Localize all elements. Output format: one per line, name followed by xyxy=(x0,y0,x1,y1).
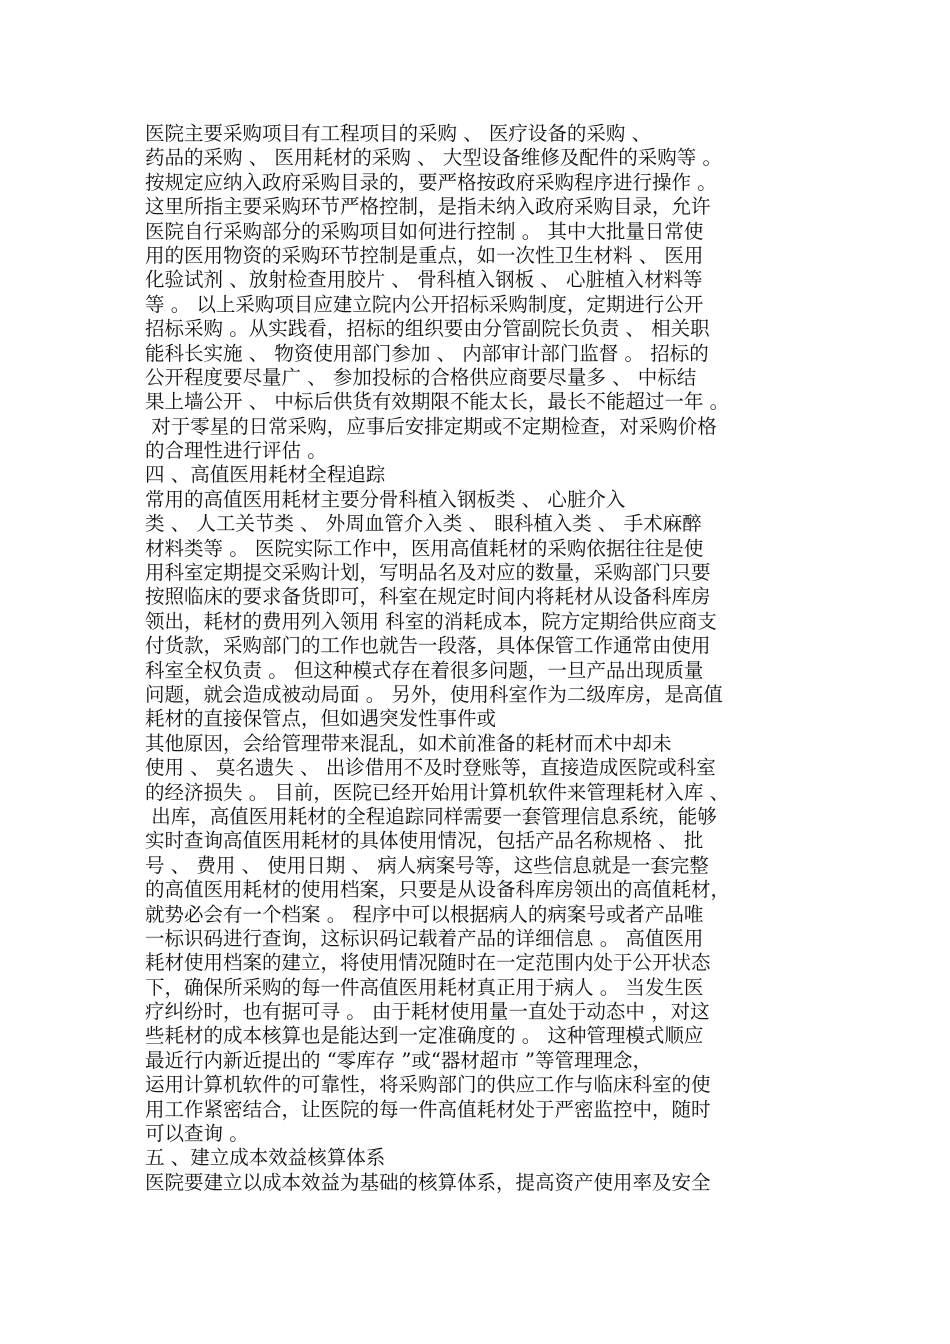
text-line: 用科室定期提交采购计划，写明品名及对应的数量，采购部门只要 xyxy=(145,561,711,585)
text-line: 科室全权负责 。 但这种模式存在着很多问题，一旦产品出现质量 xyxy=(145,658,704,682)
text-line: 化验试剂 、放射检查用胶片 、 骨科植入钢板 、 心脏植入材料等 xyxy=(145,268,703,292)
text-line: 对于零星的日常采购，应事后安排定期或不定期检查，对采购价格 xyxy=(145,414,717,438)
text-line: 招标采购 。从实践看，招标的组织要由分管副院长负责 、 相关职 xyxy=(145,317,710,341)
section-heading-5: 五 、建立成本效益核算体系 xyxy=(145,1146,386,1170)
text-line: 按照临床的要求备货即可，科室在规定时间内将耗材从设备科库房 xyxy=(145,585,711,609)
text-line: 用的医用物资的采购环节控制是重点，如一次性卫生材料 、 医用 xyxy=(145,243,704,267)
text-line: 付货款，采购部门的工作也就告一段落，具体保管工作通常由使用 xyxy=(145,634,711,658)
text-line: 用工作紧密结合，让医院的每一件高值耗材处于严密监控中，随时 xyxy=(145,1097,711,1121)
text-line: 医院主要采购项目有工程项目的采购 、 医疗设备的采购 、 xyxy=(145,122,652,145)
text-line: 疗纠纷时，也有据可寻 。 由于耗材使用量一直处于动态中 ，对这 xyxy=(145,1000,710,1024)
text-line: 果上墙公开 、 中标后供货有效期限不能太长，最长不能超过一年 。 xyxy=(145,390,730,414)
text-line: 常用的高值医用耗材主要分骨科植入钢板类 、 心脏介入 xyxy=(145,487,626,511)
text-line: 可以查询 。 xyxy=(145,1122,249,1146)
text-line: 医院要建立以成本效益为基础的核算体系，提高资产使用率及安全 xyxy=(145,1170,711,1194)
text-line: 号 、 费用 、 使用日期 、 病人病案号等，这些信息就是一套完整 xyxy=(145,853,709,877)
text-line: 问题，就会造成被动局面 。 另外，使用科室作为二级库房，是高值 xyxy=(145,682,723,706)
text-line: 其他原因，会给管理带来混乱，如术前准备的耗材而术中却未 xyxy=(145,731,672,755)
text-line: 医院自行采购部分的采购项目如何进行控制 。 其中大批量日常使 xyxy=(145,219,704,243)
document-body xyxy=(145,122,825,1195)
text-line: 公开程度要尽量广 、 参加投标的合格供应商要尽量多 、 中标结 xyxy=(145,365,697,389)
section-heading-4: 四 、高值医用耗材全程追踪 xyxy=(145,463,386,487)
text-line: 运用计算机软件的可靠性，将采购部门的供应工作与临床科室的使 xyxy=(145,1073,711,1097)
text-line: 些耗材的成本核算也是能达到一定准确度的 。 这种管理模式顺应 xyxy=(145,1024,704,1048)
text-line: 药品的采购 、 医用耗材的采购 、 大型设备维修及配件的采购等 。 xyxy=(145,146,722,170)
text-line: 实时查询高值医用耗材的具体使用情况，包括产品名称规格 、 批 xyxy=(145,829,704,853)
text-line: 就势必会有一个档案 。 程序中可以根据病人的病案号或者产品唯 xyxy=(145,902,704,926)
text-line: 能科长实施 、 物资使用部门参加 、 内部审计部门监督 。 招标的 xyxy=(145,341,709,365)
text-line: 的经济损失 。 目前，医院已经开始用计算机软件来管理耗材入库 、 xyxy=(145,780,730,804)
text-line: 使用 、 莫名遗失 、 出诊借用不及时登账等，直接造成医院或科室 xyxy=(145,756,716,780)
text-line: 的高值医用耗材的使用档案，只要是从设备科库房领出的高值耗材， xyxy=(145,878,731,902)
text-line: 按规定应纳入政府采购目录的，要严格按政府采购程序进行操作 。 xyxy=(145,170,717,194)
text-line: 出库，高值医用耗材的全程追踪同样需要一套管理信息系统，能够 xyxy=(145,804,717,828)
text-line: 耗材使用档案的建立，将使用情况随时在一定范围内处于公开状态 xyxy=(145,951,711,975)
text-line: 的合理性进行评估 。 xyxy=(145,439,327,463)
text-line: 类 、 人工关节类 、 外周血管介入类 、 眼科植入类 、 手术麻醉 xyxy=(145,512,702,536)
text-line: 领出，耗材的费用列入领用 科室的消耗成本，院方定期给供应商支 xyxy=(145,609,717,633)
text-line: 等 。 以上采购项目应建立院内公开招标采购制度，定期进行公开 xyxy=(145,292,704,316)
text-line: 耗材的直接保管点，但如遇突发性事件或 xyxy=(145,707,497,731)
text-line: 下，确保所采购的每一件高值医用耗材真正用于病人 。 当发生医 xyxy=(145,975,704,999)
text-line: 最近行内新近提出的 “零库存 ”或“器材超市 ”等管理理念， xyxy=(145,1048,652,1072)
text-line: 这里所指主要采购环节严格控制，是指未纳入政府采购目录，允许 xyxy=(145,195,711,219)
text-line: 一标识码进行查询，这标识码记载着产品的详细信息 。 高值医用 xyxy=(145,926,704,950)
text-line: 材料类等 。 医院实际工作中，医用高值耗材的采购依据往往是使 xyxy=(145,536,704,560)
